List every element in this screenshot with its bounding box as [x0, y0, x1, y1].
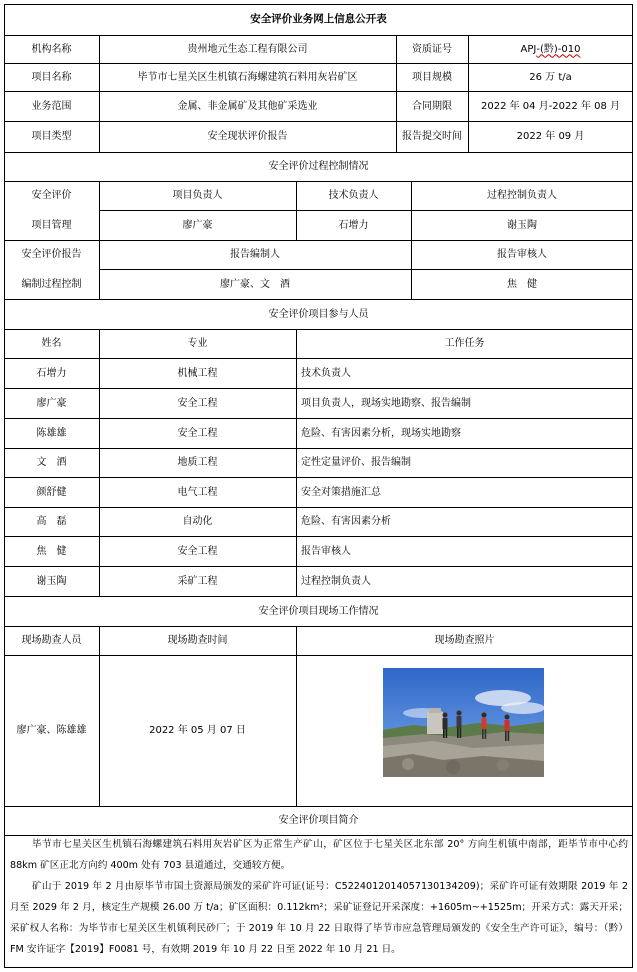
period-label: 合同期限 [412, 100, 452, 112]
participant-name: 廖广豪 [36, 397, 67, 409]
participant-major: 采矿工程 [177, 575, 218, 587]
participant-major: 自动化 [182, 516, 213, 527]
type-value: 安全现状评价报告 [207, 131, 288, 142]
summary-paragraph-1: 毕节市七星关区生机镇石海螺建筑石料用灰岩矿区为正常生产矿山，矿区位于七星关区北东部 20° 方向生机镇中南部，距毕节市中心约 88km 矿区正北方向约 400m 处有 703 县道通过，交通较方便。 [10, 839, 628, 871]
scale-label: 项目规模 [412, 71, 452, 83]
participant-task: 危险、有害因素分析 [301, 516, 391, 527]
compiler-value: 廖广豪、文 酒 [220, 278, 290, 290]
site-photo-header: 现场勘查照片 [434, 635, 495, 646]
summary-section-title: 安全评价项目简介 [278, 815, 359, 826]
project-label: 项目名称 [31, 71, 72, 83]
period-value: 2022 年 04 月-2022 年 08 月 [480, 100, 621, 112]
tech-value: 石增力 [338, 219, 369, 231]
org-label: 机构名称 [31, 43, 72, 55]
participant-task: 过程控制负责人 [301, 575, 371, 587]
participant-major: 电气工程 [177, 486, 218, 498]
participant-name: 文 酒 [36, 457, 67, 468]
participant-task: 危险、有害因素分析，现场实地勘察 [301, 427, 461, 439]
control-value: 谢玉陶 [507, 219, 537, 231]
leader-header: 项目负责人 [172, 190, 223, 201]
participants-section-title: 安全评价项目参与人员 [268, 308, 369, 320]
reviewer-header: 报告审核人 [497, 249, 547, 260]
control-header: 过程控制负责人 [487, 190, 557, 201]
participant-task: 安全对策措施汇总 [301, 486, 381, 498]
participant-task: 定性定量评价、报告编制 [301, 457, 411, 468]
project-value: 毕节市七星关区生机镇石海螺建筑石料用灰岩矿区 [137, 71, 358, 83]
cert-prefix: APJ [520, 43, 537, 55]
scope-label: 业务范围 [31, 100, 72, 112]
org-value: 贵州地元生态工程有限公司 [187, 43, 308, 55]
participant-name: 高 磊 [36, 516, 67, 527]
cert-value [468, 35, 633, 63]
submit-label: 报告提交时间 [402, 131, 462, 142]
participant-name: 石增力 [36, 367, 67, 379]
submit-value: 2022 年 09 月 [516, 131, 585, 142]
mgmt-label-line1: 安全评价 [31, 190, 72, 201]
site-section-title: 安全评价项目现场工作情况 [258, 605, 379, 617]
participant-name: 谢玉陶 [36, 575, 67, 587]
participant-major: 机械工程 [177, 367, 218, 379]
site-time-value: 2022 年 05 月 07 日 [149, 725, 246, 736]
col-header-major: 专业 [187, 338, 208, 349]
participant-major: 安全工程 [177, 545, 218, 557]
reviewer-value: 焦 健 [507, 278, 537, 290]
type-label: 项目类型 [31, 131, 72, 142]
col-header-name: 姓名 [41, 338, 62, 349]
participant-name: 陈雄雄 [36, 427, 67, 439]
cert-suffix: -(黔)-010 [536, 43, 581, 55]
leader-value: 廖广豪 [182, 219, 213, 231]
report-label-line1: 安全评价报告 [21, 249, 82, 260]
site-time-header: 现场勘查时间 [167, 635, 228, 646]
summary-paragraph-2: 矿山于 2019 年 2 月由原毕节市国土资源局颁发的采矿许可证(证号：C5224012014057130134209)；采矿许可证有效期限 2019 年 2 月至 2029 年 2 月，核定生产规模 26.00 万 t/a；矿区面积：0.112km²；采矿证登记开采深度：+1605m~+1525m；开采方式：露天开采；采矿权人名称：为毕节市七星关区生机镇利民砂厂；于 2019 年 10 月 22 日取得了毕节市应急管理局颁发的《安全生产许可证》，编号：（黔）FM 安许证字【2019】F0081 号，有效期 2019 年 10 月 22 日至 2022 年 10 月 21 日。 [10, 881, 628, 955]
participant-task: 技术负责人 [301, 367, 351, 379]
participant-major: 安全工程 [177, 397, 218, 409]
participant-task: 项目负责人，现场实地勘察、报告编制 [301, 397, 471, 409]
col-header-task: 工作任务 [444, 338, 485, 349]
report-label-line2: 编制过程控制 [21, 278, 82, 290]
site-people-value: 廖广豪、陈雄雄 [16, 725, 87, 736]
site-photo [383, 668, 544, 777]
process-section-title: 安全评价过程控制情况 [268, 161, 369, 172]
page-title: 安全评价业务网上信息公开表 [250, 13, 387, 25]
participant-task: 报告审核人 [301, 545, 351, 557]
compiler-header: 报告编制人 [230, 249, 280, 260]
scope-value: 金属、非金属矿及其他矿采选业 [177, 100, 318, 112]
participant-name: 焦 健 [36, 545, 67, 557]
participant-major: 地质工程 [177, 457, 218, 468]
participant-major: 安全工程 [177, 427, 218, 439]
cert-label: 资质证号 [412, 43, 452, 55]
tech-header: 技术负责人 [328, 190, 379, 201]
site-people-header: 现场勘查人员 [21, 635, 82, 646]
participant-name: 颜舒健 [36, 486, 67, 498]
scale-value: 26 万 t/a [529, 71, 572, 83]
mgmt-label-line2: 项目管理 [31, 219, 72, 231]
